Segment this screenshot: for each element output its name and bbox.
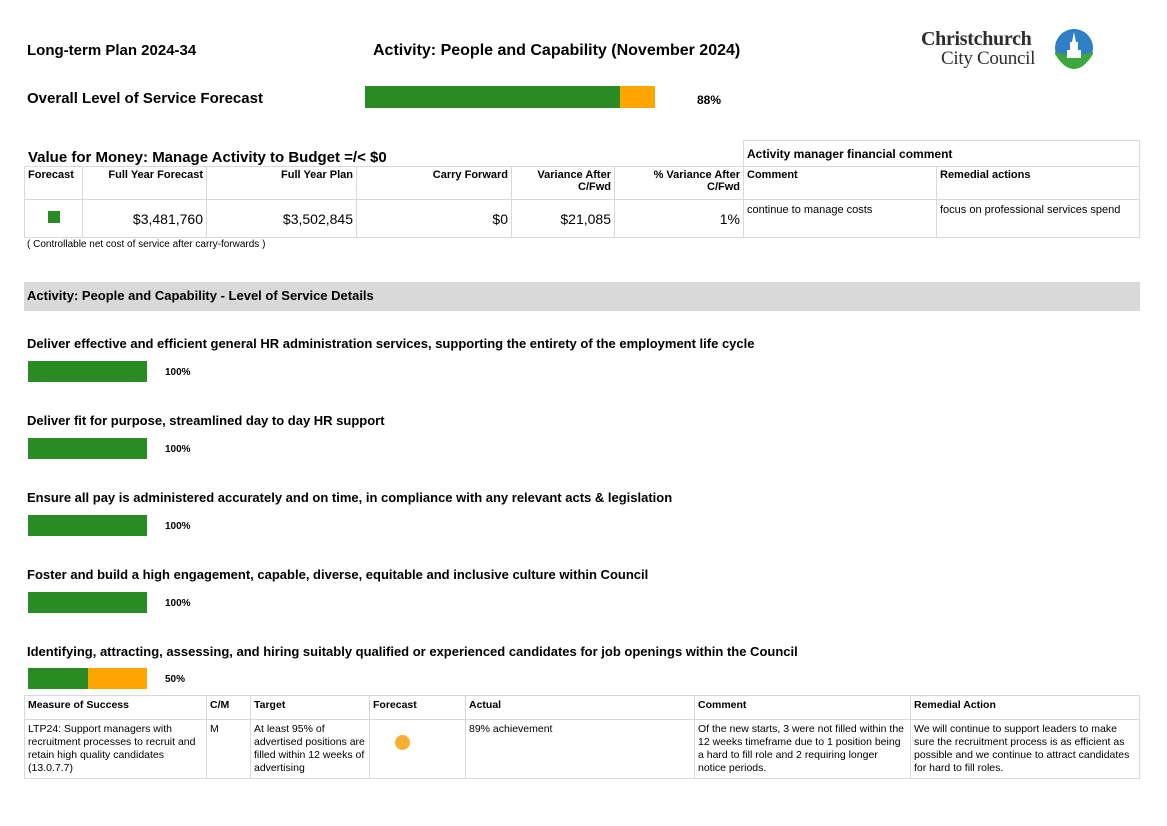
col-actual: Actual bbox=[466, 696, 695, 720]
col-comment: Comment bbox=[744, 167, 937, 200]
los-progress-bar bbox=[28, 438, 147, 459]
comment-cell: Of the new starts, 3 were not filled within the 12 weeks timeframe due to 1 position being a hard to fill role and 2 requiring longer notice periods. bbox=[695, 720, 911, 779]
los-percent: 100% bbox=[165, 367, 191, 378]
los-bar-green-segment bbox=[28, 361, 147, 382]
col-remedial-action: Remedial Action bbox=[911, 696, 1140, 720]
col-carry-forward: Carry Forward bbox=[357, 167, 512, 200]
col-forecast: Forecast bbox=[370, 696, 466, 720]
forecast-cell bbox=[370, 720, 466, 779]
los-title: Deliver effective and efficient general HR administration services, supporting the entirety of the employment life cycle bbox=[27, 336, 755, 351]
los-progress-bar bbox=[28, 592, 147, 613]
los-bar-green-segment bbox=[28, 438, 147, 459]
los-percent: 100% bbox=[165, 521, 191, 532]
col-full-year-forecast: Full Year Forecast bbox=[83, 167, 207, 200]
plan-title: Long-term Plan 2024-34 bbox=[27, 42, 197, 59]
full-year-forecast-value: $3,481,760 bbox=[83, 200, 207, 238]
cathedral-logo-icon bbox=[1054, 28, 1094, 70]
logo-text-line2: City Council bbox=[941, 48, 1036, 69]
col-target: Target bbox=[251, 696, 370, 720]
full-year-plan-value: $3,502,845 bbox=[207, 200, 357, 238]
los-title: Foster and build a high engagement, capable, diverse, equitable and inclusive culture within Council bbox=[27, 567, 649, 582]
finance-title: Value for Money: Manage Activity to Budget =/< $0 bbox=[28, 149, 387, 166]
section-title: Activity: People and Capability - Level of Service Details bbox=[27, 288, 374, 303]
finance-note: ( Controllable net cost of service after carry-forwards ) bbox=[27, 239, 266, 250]
table-row bbox=[25, 720, 1140, 779]
financial-comment-title: Activity manager financial comment bbox=[744, 141, 1140, 167]
finance-remedial-value: focus on professional services spend bbox=[937, 200, 1140, 238]
los-percent: 50% bbox=[165, 674, 186, 685]
logo-text-line1: Christchurch bbox=[921, 28, 1032, 50]
remedial-cell: We will continue to support leaders to make sure the recruitment process is as efficient as possible and we continue to attract candidates for hard to fill roles. bbox=[911, 720, 1140, 779]
finance-table bbox=[24, 140, 1140, 238]
col-forecast: Forecast bbox=[25, 167, 83, 200]
col-measure: Measure of Success bbox=[25, 696, 207, 720]
los-percent: 100% bbox=[165, 444, 191, 455]
col-cm: C/M bbox=[207, 696, 251, 720]
col-remedial-actions: Remedial actions bbox=[937, 167, 1140, 200]
los-percent: 100% bbox=[165, 598, 191, 609]
page-title: Activity: People and Capability (November 2024) bbox=[373, 42, 741, 59]
finance-comment-value: continue to manage costs bbox=[744, 200, 937, 238]
col-pct-variance-after: % Variance After C/Fwd bbox=[615, 167, 744, 200]
overall-forecast-label: Overall Level of Service Forecast bbox=[27, 90, 263, 107]
los-bar-green-segment bbox=[28, 592, 147, 613]
forecast-status-indicator bbox=[48, 211, 60, 223]
measures-table bbox=[24, 695, 1140, 779]
los-title: Identifying, attracting, assessing, and hiring suitably qualified or experienced candidates for job openings within the Council bbox=[27, 644, 798, 659]
carry-forward-value: $0 bbox=[357, 200, 512, 238]
los-bar-green-segment bbox=[28, 668, 88, 689]
col-variance-after: Variance After C/Fwd bbox=[512, 167, 615, 200]
overall-forecast-bar bbox=[365, 86, 655, 108]
overall-bar-amber-segment bbox=[620, 86, 655, 108]
los-title: Ensure all pay is administered accurately and on time, in compliance with any relevant acts & legislation bbox=[27, 490, 673, 505]
los-progress-bar bbox=[28, 668, 147, 689]
los-bar-amber-segment bbox=[88, 668, 148, 689]
pct-variance-after-value: 1% bbox=[615, 200, 744, 238]
overall-bar-green-segment bbox=[365, 86, 620, 108]
los-bar-green-segment bbox=[28, 515, 147, 536]
forecast-amber-status-icon bbox=[395, 735, 410, 750]
overall-forecast-percent: 88% bbox=[697, 93, 722, 107]
measure-cell: LTP24: Support managers with recruitment processes to recruit and retain high quality candidates (13.0.7.7) bbox=[25, 720, 207, 779]
los-progress-bar bbox=[28, 515, 147, 536]
col-full-year-plan: Full Year Plan bbox=[207, 167, 357, 200]
council-logo bbox=[920, 28, 1098, 72]
actual-cell: 89% achievement bbox=[466, 720, 695, 779]
variance-after-value: $21,085 bbox=[512, 200, 615, 238]
target-cell: At least 95% of advertised positions are filled within 12 weeks of advertising bbox=[251, 720, 370, 779]
section-header-band bbox=[24, 282, 1140, 311]
cm-cell: M bbox=[207, 720, 251, 779]
los-title: Deliver fit for purpose, streamlined day to day HR support bbox=[27, 413, 385, 428]
col-comment: Comment bbox=[695, 696, 911, 720]
los-progress-bar bbox=[28, 361, 147, 382]
